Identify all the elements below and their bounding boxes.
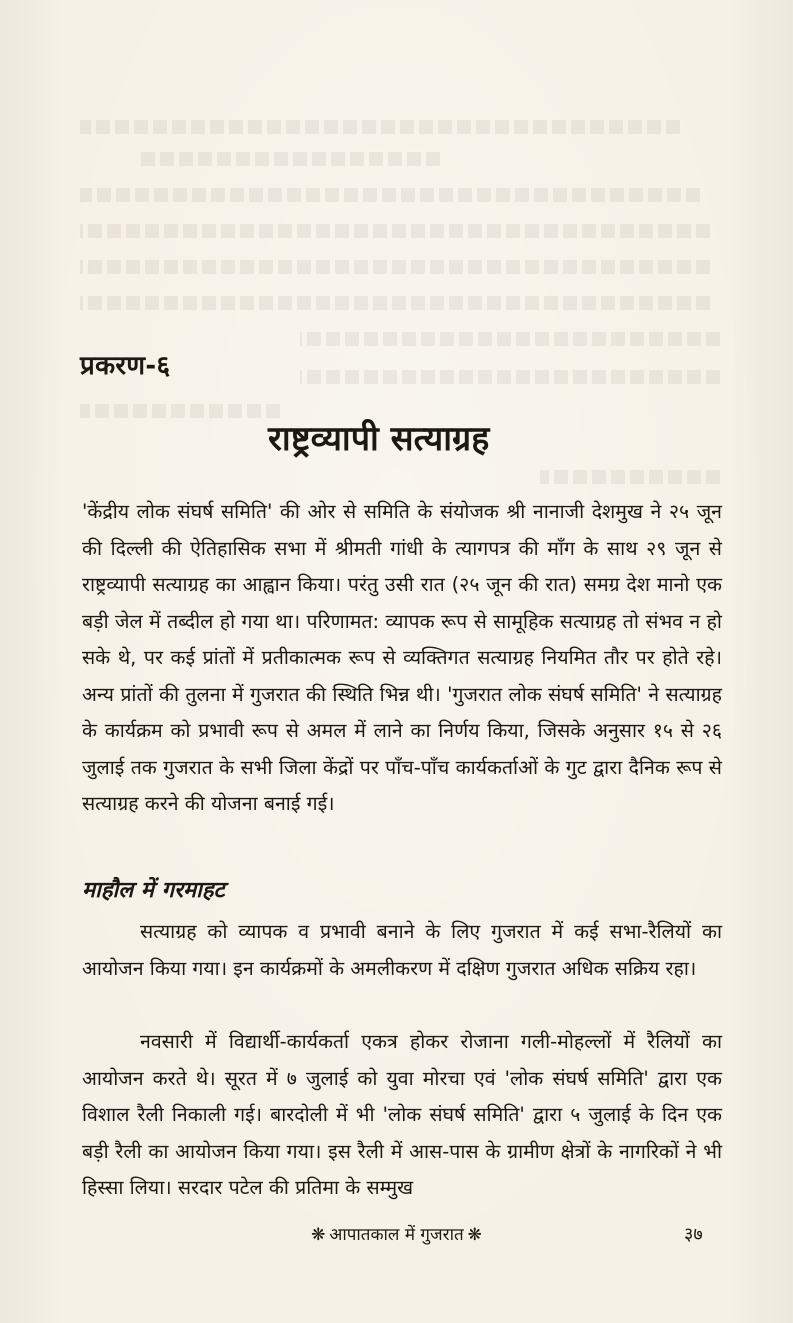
running-footer-title: आपातकाल में गुजरात: [329, 1225, 464, 1245]
chapter-label: प्रकरण-६: [80, 351, 171, 381]
section-heading: माहौल में गरमाहट: [82, 878, 225, 903]
page-footer: [0, 1222, 793, 1245]
page-number: ३७: [684, 1224, 703, 1245]
body-paragraph-1: 'केंद्रीय लोक संघर्ष समिति' की ओर से समिति के संयोजक श्री नानाजी देशमुख ने २५ जून की दिल्ली की ऐतिहासिक सभा में श्रीमती गांधी के त्यागपत्र की माँग के साथ २९ जून से राष्ट्रव्यापी सत्याग्रह का आह्वान किया। परंतु उसी रात (२५ जून की रात) समग्र देश मानो एक बड़ी जेल में तब्दील हो गया था। परिणामत: व्यापक रूप से सामूहिक सत्याग्रह तो संभव न हो सके थे, पर कई प्रांतों में प्रतीकात्मक रूप से व्यक्तिगत सत्याग्रह नियमित तौर पर होते रहे। अन्य प्रांतों की तुलना में गुजरात की स्थिति भिन्न थी। 'गुजरात लोक संघर्ष समिति' ने सत्याग्रह के कार्यक्रम को प्रभावी रूप से अमल में लाने का निर्णय किया, जिसके अनुसार १५ से २६ जुलाई तक गुजरात के सभी जिला केंद्रों पर पाँच-पाँच कार्यकर्ताओं के गुट द्वारा दैनिक रूप से सत्याग्रह करने की योजना बनाई गई।: [82, 500, 722, 815]
chapter-title: राष्ट्रव्यापी सत्याग्रह: [268, 419, 490, 459]
asterisk-icon: ❋: [467, 1225, 482, 1245]
body-paragraph-2: सत्याग्रह को व्यापक व प्रभावी बनाने के लिए गुजरात में कई सभा-रैलियों का आयोजन किया गया। इन कार्यक्रमों के अमलीकरण में दक्षिण गुजरात अधिक सक्रिय रहा।: [82, 920, 722, 980]
body-paragraph-3: नवसारी में विद्यार्थी-कार्यकर्ता एकत्र होकर रोजाना गली-मोहल्लों में रैलियों का आयोजन करते थे। सूरत में ७ जुलाई को युवा मोरचा एवं 'लोक संघर्ष समिति' द्वारा एक विशाल रैली निकाली गई। बारदोली में भी 'लोक संघर्ष समिति' द्वारा ५ जुलाई के दिन एक बड़ी रैली का आयोजन किया गया। इस रैली में आस-पास के ग्रामीण क्षेत्रों के नागरिकों ने भी हिस्सा लिया। सरदार पटेल की प्रतिमा के सम्मुख: [82, 1030, 722, 1199]
asterisk-icon: ❋: [311, 1225, 326, 1245]
